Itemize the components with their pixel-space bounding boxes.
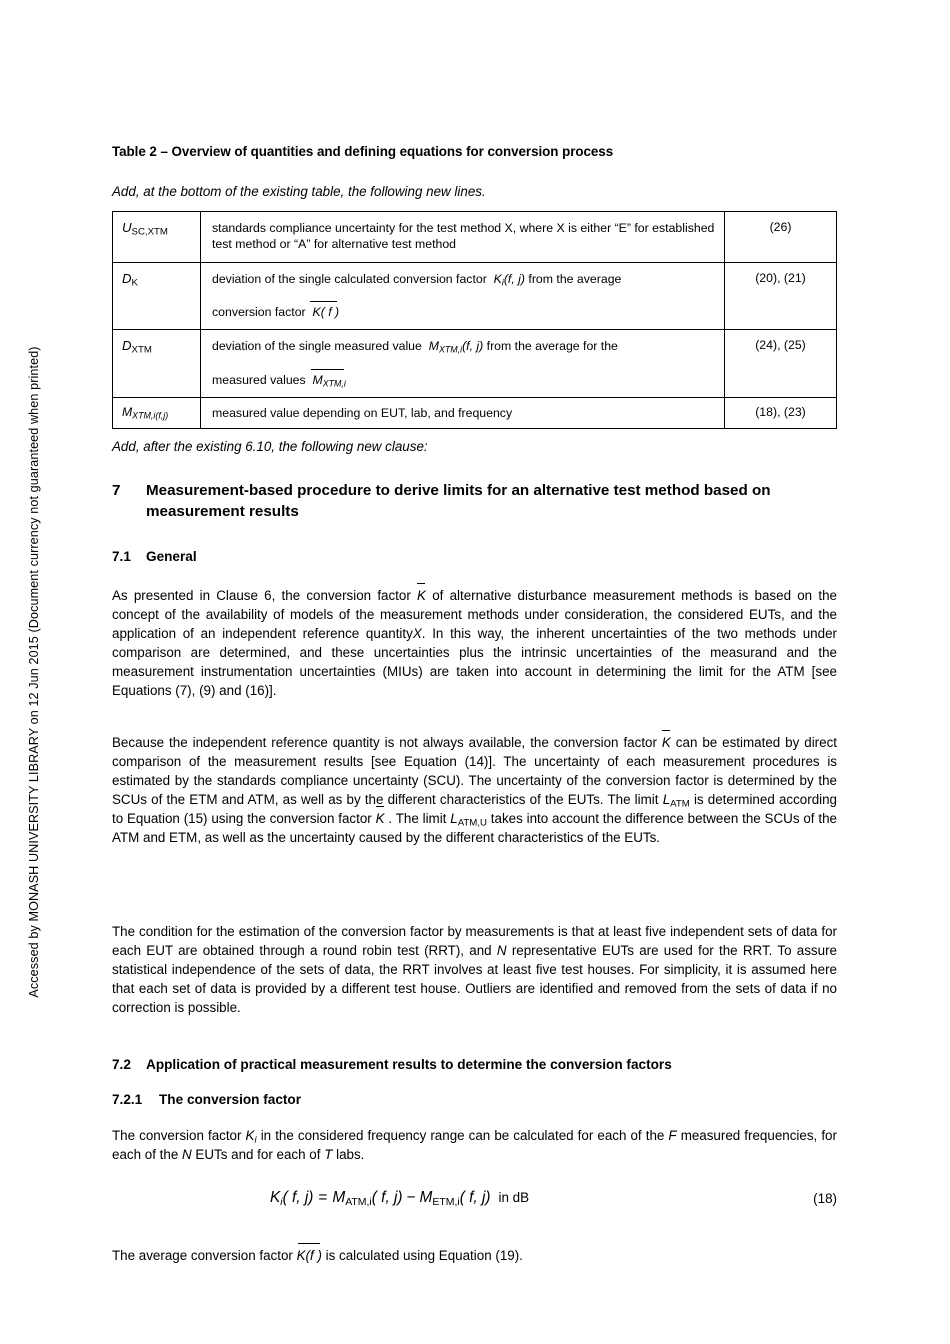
equation-18-units: in dB [498,1190,530,1205]
paragraph-text: Because the independent reference quantity is not always available, the conversion factor [112,735,657,750]
clause-721-title: The conversion factor [159,1092,302,1107]
table-cell-equations [725,212,837,263]
table-row [113,398,837,429]
table-cell-description [201,262,725,330]
paragraph-text: in the considered frequency range can be calculated for each of the [260,1128,665,1143]
math-l-atm-u: $L_{ATM,U}$ [450,811,487,829]
math-k-bar-f: K(f ) [297,1246,322,1265]
paragraph-text: The condition for the estimation of the conversion factor by measurements is that at least five independent sets of data for each EUT are obtained through a round robin test (RRT), and [112,924,837,959]
math-k-bar-f: K( f ) [309,304,339,320]
equation-refs: (24), (25) [755,338,806,353]
math-m-xtm-i: $M_{XTM,i}(f$, j) [428,339,484,355]
description-text: measured value depending on EUT, lab, and frequency [212,406,513,421]
symbol-d-xtm: $D_{XTM}$ [122,338,152,357]
paragraph-text: can be estimated by direct comparison of the measurement results [see Equation (14)]. The uncertainty of each measurement procedures is estimated by the standards compliance uncertainty (SCU). The uncertainty of the conversion factor is determined by the SCUs of the ETM and ATM, as well as by the different characteristics of the EUTs. The limit [112,735,837,808]
paragraph-reference-quantity [112,733,837,847]
table-instruction: Add, at the bottom of the existing table, the following new lines. [112,184,486,199]
math-var-f: F [668,1128,677,1143]
table-cell-equations [725,398,837,429]
clause-7-number: 7 [112,482,121,499]
math-var-n: N [496,943,507,959]
symbol-m-xtm-i-f-j: $M_{XTM,i(f,j)}$ [122,405,169,421]
table-cell-symbol [113,330,201,398]
clause-7-title: Measurement-based procedure to derive limits for an alternative test method based on measurement results [146,482,771,520]
paragraph-text: As presented in Clause 6, the conversion factor [112,588,411,603]
symbol-u-sc-xtm: $U_{SC,XTM}$ [122,220,168,238]
table-cell-symbol [113,398,201,429]
paragraph-text: . In this way, the inherent uncertainties of the two methods under comparison are determined, and these uncertainties plus the intrinsic uncertainties of the measurand and the measurement instrumentation uncertainties (MIUs) are taken into account in determining the limit for the ATM [see Equations (7), (9) and (16)]. [112,626,837,699]
clause-71-number: 7.1 [112,549,131,564]
paragraph-text: is calculated using Equation (19). [325,1248,523,1263]
table-cell-symbol [113,262,201,330]
paragraph-text: is determined according to Equation (15) using the conversion factor [112,792,838,827]
math-var-n: N [182,1147,192,1163]
table-cell-description [201,330,725,398]
clause-71-title: General [146,549,197,564]
description-text: deviation of the single measured value [212,339,422,354]
paragraph-text: representative EUTs are used for the RRT. To assure statistical independence of the sets of data, the RRT involves at least five test houses. For simplicity, it is assumed here that each set of data is provided by a different test house. Outliers are identified and removed from the sets of data if no correction is possible. [112,943,837,1016]
clause-instruction: Add, after the existing 6.10, the following new clause: [112,439,428,454]
clause-71-heading [112,549,197,564]
table-cell-description [201,398,725,429]
paragraph-text: The average conversion factor [112,1248,293,1263]
table-title: Table 2 – Overview of quantities and defining equations for conversion process [112,144,614,159]
symbol-d-k: $D_K$ [122,270,138,289]
math-k-bar: K [376,809,385,828]
quantities-table [112,211,837,429]
description-second-line: conversion factor K( f ) [212,305,340,320]
library-access-watermark [14,0,54,1344]
table-cell-equations [725,330,837,398]
description-continued: from the average for the [486,339,618,354]
paragraph-text: labs. [336,1147,365,1163]
paragraph-text: . The limit [388,811,447,827]
paragraph-average-conversion-factor [112,1246,837,1265]
clause-72-title: Application of practical measurement results to determine the conversion factors [146,1057,672,1072]
math-var-t: T [324,1147,333,1163]
equation-refs: (26) [769,220,792,234]
clause-721-heading [112,1092,301,1107]
description-second-line: measured values $M_{XTM,i}$ [212,372,346,389]
math-m-bar-xtm-i: $M_{XTM,i}$ [309,372,346,388]
math-k-bar: K [417,586,426,605]
math-l-atm: $L_{ATM}$ [662,792,690,810]
paragraph-text: The conversion factor [112,1128,242,1143]
table-cell-symbol [113,212,201,263]
description-continued: from the average [528,271,622,286]
description-text: deviation of the single calculated conversion factor [212,271,487,286]
clause-72-number: 7.2 [112,1057,131,1072]
paragraph-rrt-condition [112,922,837,1017]
table-row [113,330,837,398]
table-cell-equations [725,262,837,330]
paragraph-clause6-intro [112,586,837,700]
paragraph-text: of alternative disturbance measurement methods is based on the concept of the availability of models of the measurement methods under consideration, the considered EUTs, and the application of an independent reference quantity [112,588,837,642]
clause-7-heading [112,481,837,523]
math-k-i: $K_i(f$, j) [493,271,525,288]
clause-72-heading [112,1057,672,1072]
equation-refs: (18), (23) [755,405,806,420]
description-text: standards compliance uncertainty for the test method X, where X is either “E” for established test method or “A” for alternative test method [212,221,715,252]
table-row [113,262,837,330]
paragraph-text: measured frequencies, for each of the [112,1128,837,1163]
equation-18-body: $K_i$( f, $j) = M_{ATM,i}$( f, $j) - M_{ETM,i}$( f, j) in dB [270,1189,530,1209]
table-row [113,212,837,263]
paragraph-text: takes into account the difference between the SCUs of the ATM and ETM, as well as the uncertainty caused by the different characteristics of the EUTs. [112,811,837,846]
equation-18-block [112,1189,837,1217]
table-cell-description [201,212,725,263]
paragraph-conversion-factor [112,1126,837,1164]
equation-refs: (20), (21) [755,270,806,285]
paragraph-text: EUTs and for each of [195,1147,321,1163]
clause-721-number: 7.2.1 [112,1092,143,1107]
math-k-i: $K_i$ [245,1128,257,1146]
equation-18-number: (18) [813,1191,837,1206]
math-k-bar: K [662,733,671,752]
watermark-text: Accessed by MONASH UNIVERSITY LIBRARY on 12 Jun 2015 (Document currency not guaranteed when printed) [27,346,41,998]
math-var-x: X [412,626,422,642]
